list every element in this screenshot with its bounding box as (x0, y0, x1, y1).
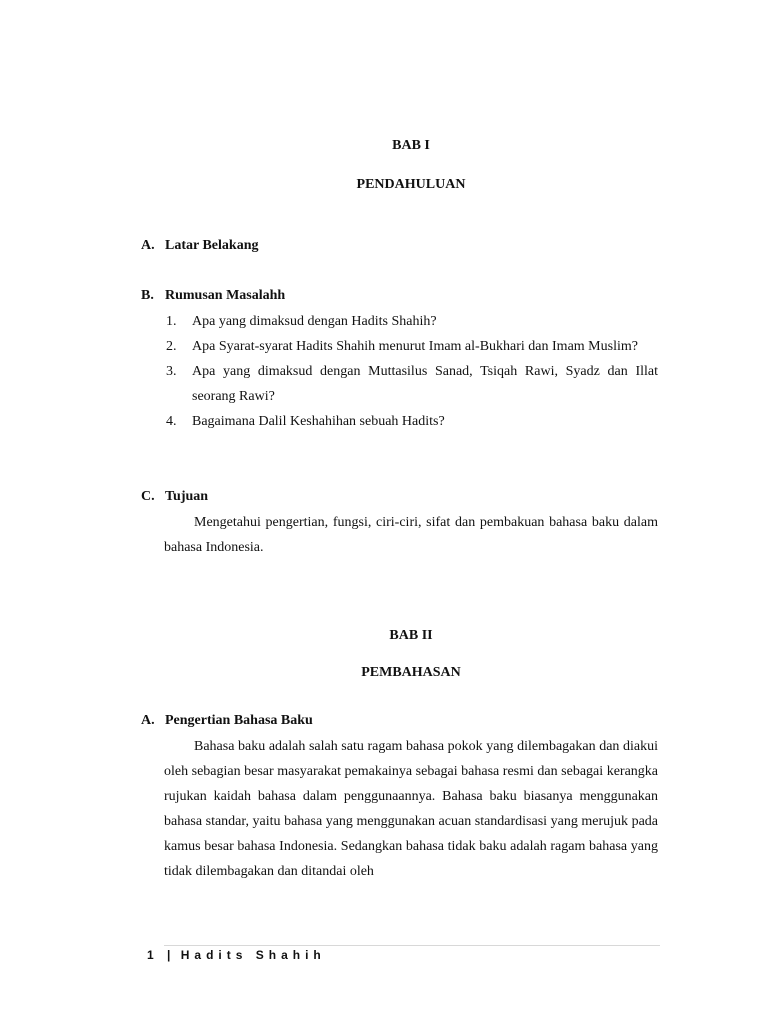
list-text: Apa yang dimaksud dengan Muttasilus Sanad, Tsiqah Rawi, Syadz dan Illat seorang Rawi? (192, 364, 658, 404)
section-letter: C. (141, 489, 155, 504)
tujuan-paragraph (164, 510, 658, 560)
pengertian-paragraph (164, 734, 658, 884)
footer-divider (164, 945, 660, 946)
section-title: Rumusan Masalahh (165, 288, 286, 303)
list-text: Bagaimana Dalil Keshahihan sebuah Hadits? (192, 414, 445, 429)
list-item (166, 359, 658, 409)
paragraph-text: Mengetahui pengertian, fungsi, ciri-ciri, sifat dan pembakuan bahasa baku dalam bahasa Indonesia. (164, 515, 658, 555)
rumusan-masalah-list (166, 309, 658, 434)
section-letter: A. (141, 238, 155, 253)
list-item (166, 309, 658, 334)
section-heading-latar-belakang (141, 238, 258, 254)
chapter-title: BAB I (392, 138, 430, 153)
section-title: Pengertian Bahasa Baku (165, 713, 313, 728)
list-number: 1. (166, 314, 177, 329)
section-heading-tujuan (141, 489, 208, 505)
chapter-subtitle: PEMBAHASAN (361, 665, 461, 680)
list-item (166, 409, 658, 434)
footer-title: Hadits Shahih (180, 948, 326, 962)
chapter-title: BAB II (389, 628, 433, 643)
section-title: Tujuan (165, 489, 209, 504)
section-heading-pengertian (141, 713, 313, 729)
page-number: 1 (147, 948, 159, 962)
list-text: Apa Syarat-syarat Hadits Shahih menurut Imam al-Bukhari dan Imam Muslim? (192, 339, 638, 354)
list-item (166, 334, 658, 359)
list-number: 4. (166, 414, 177, 429)
list-number: 3. (166, 364, 177, 379)
paragraph-text: Bahasa baku adalah salah satu ragam bahasa pokok yang dilembagakan dan diakui oleh sebagian besar masyarakat pemakainya sebagai bahasa resmi dan sebagai kerangka rujukan kaidah bahasa dalam penggunaannya. Bahasa baku biasanya menggunakan bahasa standar, yaitu bahasa yang menggunakan acuan standardisasi yang merujuk pada kamus besar bahasa Indonesia. Sedangkan bahasa tidak baku adalah ragam bahasa yang tidak dilembagakan dan ditandai oleh (164, 739, 658, 879)
footer-separator: | (167, 948, 173, 962)
page-footer (147, 948, 326, 962)
section-title: Latar Belakang (165, 238, 259, 253)
chapter-subtitle: PENDAHULUAN (356, 177, 466, 192)
list-text: Apa yang dimaksud dengan Hadits Shahih? (192, 314, 437, 329)
section-heading-rumusan-masalah (141, 288, 285, 304)
list-number: 2. (166, 339, 177, 354)
section-letter: B. (141, 288, 154, 303)
section-letter: A. (141, 713, 155, 728)
